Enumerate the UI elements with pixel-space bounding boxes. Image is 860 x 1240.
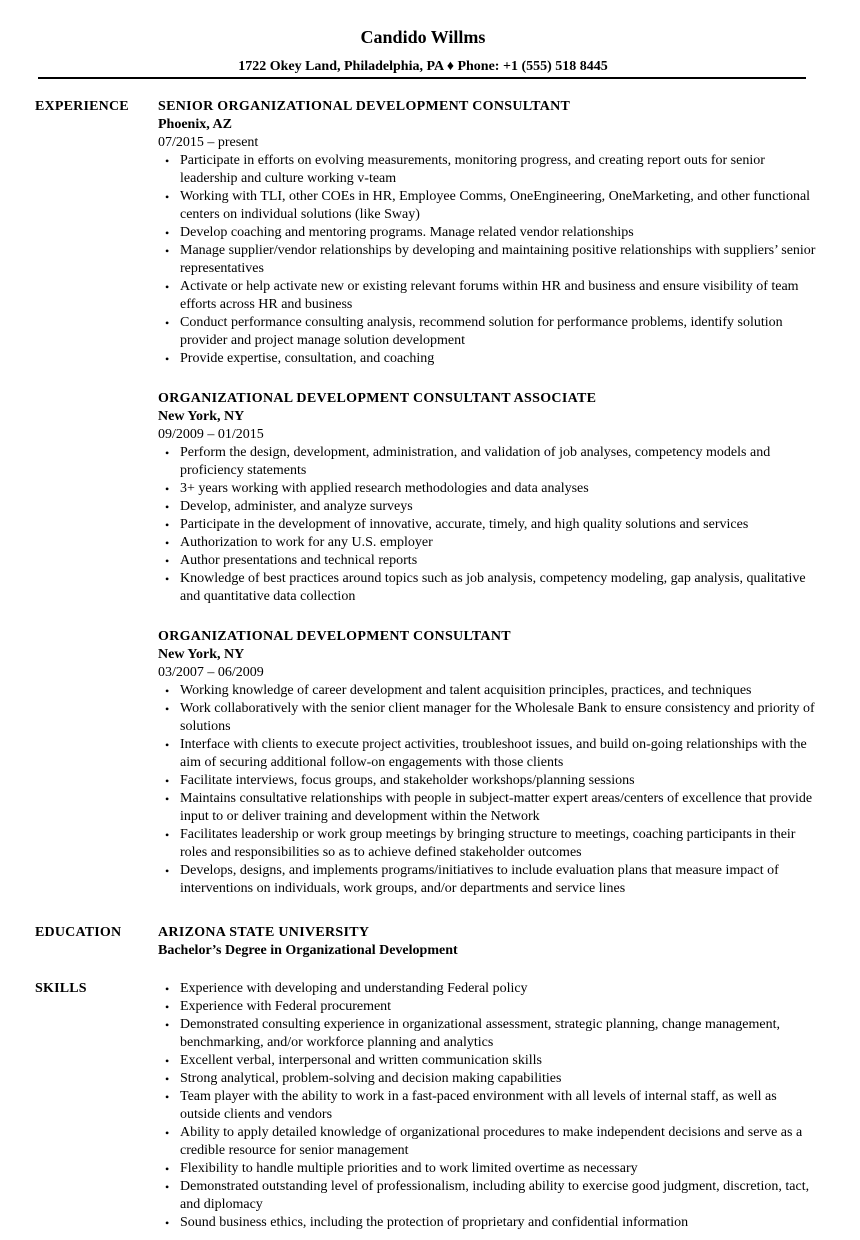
bullet-item: • Interface with clients to execute project activities, troubleshoot issues, and build on-going relationships with the aim of securing additional follow-on engagements with those clients [165, 737, 807, 770]
bullet-item: • Manage supplier/vendor relationships by developing and maintaining positive relationships with suppliers’ senior representatives [165, 243, 816, 276]
bullet-item: • Participate in the development of innovative, accurate, timely, and high quality solutions and services [165, 517, 749, 532]
bullet-item: • Knowledge of best practices around topics such as job analysis, competency modeling, gap analysis, qualitative and quantitative data collection [165, 571, 806, 604]
header-divider [38, 77, 806, 79]
job-entry [158, 628, 818, 898]
job-bullets [158, 152, 818, 368]
contact-line: 1722 Okey Land, Philadelphia, PA ♦ Phone: +1 (555) 518 8445 [238, 59, 608, 74]
skill-item: • Experience with Federal procurement [165, 999, 392, 1014]
bullet-item: • Work collaboratively with the senior client manager for the Wholesale Bank to ensure consistency and priority of solutions [165, 701, 815, 734]
skill-item: • Strong analytical, problem-solving and decision making capabilities [165, 1071, 562, 1086]
candidate-name: Candido Willms [360, 27, 486, 47]
skills-list [158, 980, 818, 1232]
bullet-item: • 3+ years working with applied research methodologies and data analyses [165, 481, 589, 496]
job-title: ORGANIZATIONAL DEVELOPMENT CONSULTANT ASSOCIATE [158, 391, 597, 406]
skills-label: SKILLS [35, 981, 87, 996]
skill-item: • Demonstrated consulting experience in organizational assessment, strategic planning, change management, benchmarking, and/or workforce planning and analytics [165, 1017, 780, 1050]
job-location: New York, NY [158, 409, 245, 424]
bullet-item: • Participate in efforts on evolving measurements, monitoring progress, and creating report outs for senior leadership and culture working v-team [165, 153, 765, 186]
education-label: EDUCATION [35, 925, 122, 940]
job-entry [158, 98, 818, 368]
skill-item: • Sound business ethics, including the protection of proprietary and confidential information [165, 1215, 689, 1230]
bullet-item: • Conduct performance consulting analysis, recommend solution for performance problems, identify solution provider and project manage solution development [165, 315, 783, 348]
bullet-item: • Maintains consultative relationships with people in subject-matter expert areas/centers of excellence that provide input to or deliver training and development within the Network [165, 791, 813, 824]
bullet-item: • Provide expertise, consultation, and coaching [165, 351, 435, 366]
skill-item: • Ability to apply detailed knowledge of organizational procedures to make independent decisions and serve as a credible resource for senior management [165, 1125, 803, 1158]
skill-item: • Excellent verbal, interpersonal and written communication skills [165, 1053, 542, 1068]
bullet-item: • Perform the design, development, administration, and validation of job analyses, competency models and proficiency statements [165, 445, 771, 478]
bullet-item: • Author presentations and technical reports [165, 553, 418, 568]
job-dates: 09/2009 – 01/2015 [158, 427, 264, 442]
job-entry [158, 390, 818, 606]
skills-body [158, 980, 818, 1232]
bullet-item: • Authorization to work for any U.S. employer [165, 535, 433, 550]
bullet-item: • Activate or help activate new or existing relevant forums within HR and business and ensure visibility of team efforts across HR and business [165, 279, 799, 312]
experience-label: EXPERIENCE [35, 99, 129, 114]
bullet-item: • Develops, designs, and implements programs/initiatives to include evaluation plans that measure impact of interventions on individuals, work groups, and/or departments and service lines [165, 863, 779, 896]
bullet-item: • Working knowledge of career development and talent acquisition principles, practices, and techniques [165, 683, 752, 698]
skill-item: • Demonstrated outstanding level of professionalism, including ability to exercise good judgment, discretion, tact, and diplomacy [165, 1179, 810, 1212]
job-bullets [158, 682, 818, 898]
bullet-item: • Working with TLI, other COEs in HR, Employee Comms, OneEngineering, OneMarketing, and other functional centers on individual solutions (like Sway) [165, 189, 811, 222]
bullet-item: • Develop, administer, and analyze surveys [165, 499, 413, 514]
skill-item: • Flexibility to handle multiple priorities and to work limited overtime as necessary [165, 1161, 638, 1176]
job-bullets [158, 444, 818, 606]
job-dates: 07/2015 – present [158, 135, 259, 150]
skill-item: • Team player with the ability to work in a fast-paced environment with all levels of internal staff, as well as outside clients and vendors [165, 1089, 777, 1122]
job-title: SENIOR ORGANIZATIONAL DEVELOPMENT CONSULTANT [158, 99, 571, 114]
job-location: New York, NY [158, 647, 245, 662]
job-dates: 03/2007 – 06/2009 [158, 665, 264, 680]
job-title: ORGANIZATIONAL DEVELOPMENT CONSULTANT [158, 629, 511, 644]
school-name: ARIZONA STATE UNIVERSITY [158, 925, 370, 940]
bullet-item: • Facilitate interviews, focus groups, and stakeholder workshops/planning sessions [165, 773, 635, 788]
degree: Bachelor’s Degree in Organizational Development [158, 943, 458, 958]
education-body [158, 924, 818, 960]
skill-item: • Experience with developing and understanding Federal policy [165, 981, 528, 996]
job-location: Phoenix, AZ [158, 117, 232, 132]
bullet-item: • Facilitates leadership or work group meetings by bringing structure to meetings, coaching participants in their roles and responsibilities so as to achieve defined stakeholder outcomes [165, 827, 796, 860]
bullet-item: • Develop coaching and mentoring programs. Manage related vendor relationships [165, 225, 634, 240]
